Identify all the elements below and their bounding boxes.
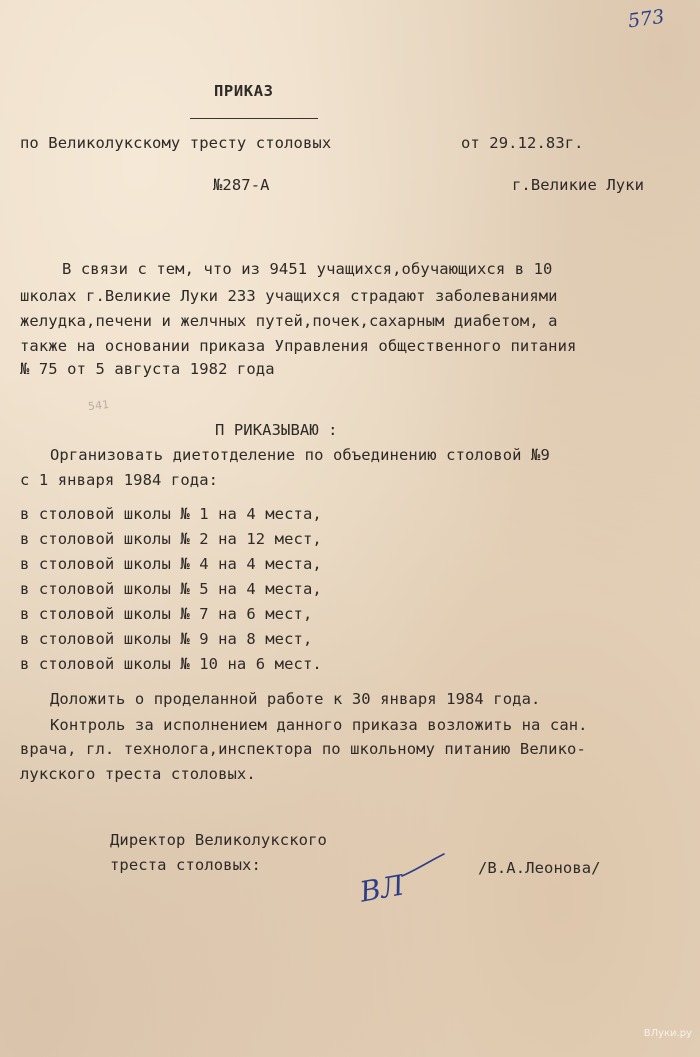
document-number: №287-А bbox=[213, 176, 270, 194]
site-watermark: ВЛуки.ру bbox=[643, 1028, 692, 1039]
order-intro-line: с 1 января 1984 года: bbox=[20, 471, 219, 489]
title-underline bbox=[190, 118, 318, 119]
school-allocation: в столовой школы № 9 на 8 мест, bbox=[20, 630, 313, 648]
preamble-line: желудка,печени и желчных путей,почек,сахарным диабетом, а bbox=[20, 312, 558, 330]
issuer-line: по Великолукскому тресту столовых bbox=[20, 134, 332, 152]
signature-title-line: Директор Великолукского bbox=[110, 831, 327, 849]
preamble-line: № 75 от 5 августа 1982 года bbox=[20, 360, 275, 378]
school-allocation: в столовой школы № 2 на 12 мест, bbox=[20, 530, 322, 548]
archive-number: 573 bbox=[626, 5, 666, 33]
handwritten-signature: ВЛ bbox=[357, 868, 407, 909]
order-heading: П РИКАЗЫВАЮ : bbox=[215, 421, 338, 439]
signature-title-line: треста столовых: bbox=[110, 856, 261, 874]
order-intro-line: Организовать диетотделение по объединению столовой №9 bbox=[50, 446, 550, 464]
preamble-line: В связи с тем, что из 9451 учащихся,обучающихся в 10 bbox=[62, 260, 553, 278]
control-line: лукского треста столовых. bbox=[20, 765, 256, 783]
signature-stroke bbox=[398, 850, 448, 880]
report-deadline: Доложить о проделанной работе к 30 января 1984 года. bbox=[50, 690, 541, 708]
school-allocation: в столовой школы № 5 на 4 места, bbox=[20, 580, 322, 598]
document-title: ПРИКАЗ bbox=[214, 82, 274, 100]
preamble-line: также на основании приказа Управления общественного питания bbox=[20, 337, 577, 355]
signatory-name: /В.А.Леонова/ bbox=[478, 859, 601, 877]
preamble-line: школах г.Великие Луки 233 учащихся страдают заболеваниями bbox=[20, 287, 558, 305]
school-allocation: в столовой школы № 7 на 6 мест, bbox=[20, 605, 313, 623]
document-city: г.Великие Луки bbox=[512, 176, 645, 194]
document-date: от 29.12.83г. bbox=[461, 134, 584, 152]
control-line: Контроль за исполнением данного приказа возложить на сан. bbox=[50, 716, 588, 734]
school-allocation: в столовой школы № 1 на 4 места, bbox=[20, 505, 322, 523]
school-allocation: в столовой школы № 10 на 6 мест. bbox=[20, 655, 322, 673]
pencil-note: 541 bbox=[87, 397, 110, 414]
control-line: врача, гл. технолога,инспектора по школьному питанию Велико- bbox=[20, 740, 586, 758]
school-allocation: в столовой школы № 4 на 4 места, bbox=[20, 555, 322, 573]
